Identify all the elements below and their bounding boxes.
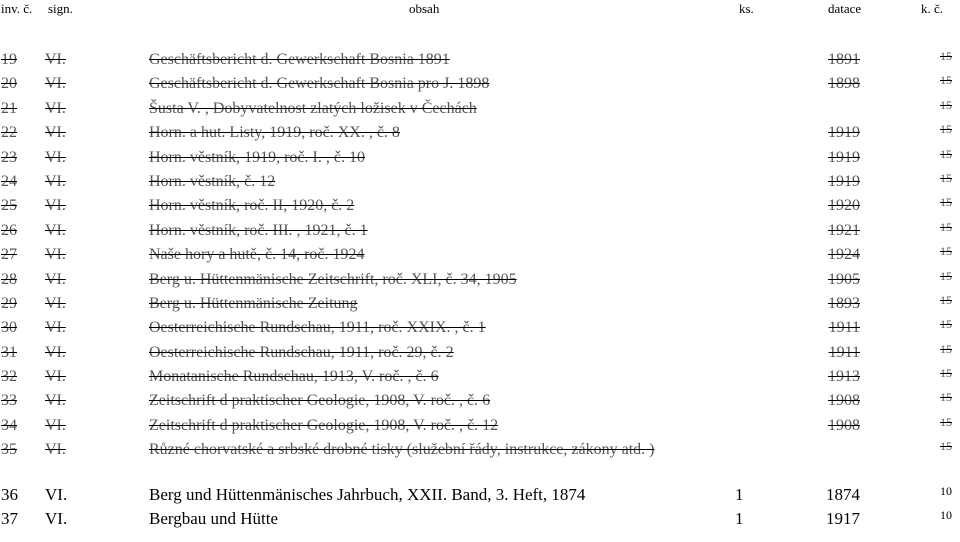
kc-cell-text: 10 <box>940 483 952 498</box>
sign-cell-text: VI. <box>45 124 66 142</box>
obsah-cell-text: Oesterreichische Rundschau, 1911, roč. 29, č. 2 <box>149 343 454 361</box>
kc-cell <box>930 96 952 114</box>
sign-cell-text: VI. <box>45 484 68 504</box>
sign-cell <box>45 368 66 386</box>
kc-cell <box>930 120 952 138</box>
sign-cell <box>45 246 66 264</box>
inv-cell <box>1 149 39 167</box>
inv-cell <box>1 271 39 289</box>
inv-cell-text: 31 <box>1 343 17 361</box>
kc-cell-text: 15 <box>940 244 952 259</box>
datace-cell <box>800 295 860 313</box>
ks-cell <box>735 510 765 528</box>
table-row <box>0 245 960 269</box>
inv-cell-text: 20 <box>1 75 17 93</box>
inv-cell-text: 28 <box>1 270 17 288</box>
table-row <box>0 416 960 440</box>
inv-cell-text: 33 <box>1 392 17 410</box>
datace-cell <box>800 510 860 528</box>
table-row <box>0 221 960 245</box>
datace-cell-text: 1908 <box>828 416 860 434</box>
kc-cell <box>930 218 952 236</box>
sign-cell <box>45 149 66 167</box>
datace-cell <box>800 75 860 93</box>
table-row <box>0 294 960 318</box>
kc-cell <box>930 291 952 309</box>
obsah-cell-text: Berg u. Hüttenmänische Zeitung <box>149 294 358 312</box>
table-row <box>0 391 960 415</box>
sign-cell <box>45 173 66 191</box>
sign-cell <box>45 124 66 142</box>
table-row <box>0 148 960 172</box>
inv-cell <box>1 441 39 459</box>
datace-cell <box>800 149 860 167</box>
obsah-cell <box>149 75 729 93</box>
obsah-cell <box>149 51 729 69</box>
inv-cell <box>1 392 39 410</box>
kc-cell <box>930 169 952 187</box>
obsah-cell-text: Zeitschrift d praktischer Geologie, 1908, V. roč. , č. 12 <box>149 416 499 434</box>
ks-cell-text: 1 <box>735 509 744 529</box>
inv-cell <box>1 75 39 93</box>
sign-cell <box>45 295 66 313</box>
kc-cell-text: 15 <box>940 97 952 112</box>
kc-cell <box>930 315 952 333</box>
obsah-cell-text: Různé chorvatské a srbské drobné tisky (služební řády, instrukce, zákony atd. ) <box>149 441 655 459</box>
sign-cell <box>45 271 66 289</box>
obsah-cell-text: Geschäftsbericht d. Gewerkschaft Bosnia 1891 <box>149 51 450 68</box>
kc-cell <box>930 413 952 431</box>
kc-cell <box>930 267 952 285</box>
obsah-cell <box>149 222 729 240</box>
table-row <box>0 99 960 123</box>
inv-cell <box>1 246 39 264</box>
kc-cell <box>930 388 952 406</box>
kc-cell-text: 15 <box>940 366 952 381</box>
sign-cell <box>45 510 67 528</box>
obsah-cell-text: Monatanische Rundschau, 1913, V. roč. , č. 6 <box>149 368 439 386</box>
kc-cell-text: 15 <box>940 317 952 332</box>
obsah-cell <box>149 124 729 142</box>
header-obsah: obsah <box>409 1 440 16</box>
inv-cell-text: 27 <box>1 246 17 264</box>
obsah-cell <box>149 295 729 313</box>
datace-cell <box>800 368 860 386</box>
obsah-cell-text: Berg u. Hüttenmänische Zeitschrift, roč. XLI, č. 34, 1905 <box>149 270 517 288</box>
obsah-cell-text: Šusta V. , Dobyvatelnost zlatých ložisek v Čechách <box>149 99 477 117</box>
obsah-cell-text: Horn. a hut. Listy, 1919, roč. XX. , č. 8 <box>149 124 400 142</box>
obsah-cell-text: Horn. věstník, 1919, roč. I. , č. 10 <box>149 148 365 166</box>
obsah-cell-text: Berg und Hüttenmänisches Jahrbuch, XXII. Band, 3. Heft, 1874 <box>149 484 586 504</box>
sign-cell-text: VI. <box>45 294 66 312</box>
sign-cell <box>45 75 66 93</box>
sign-cell <box>45 319 66 337</box>
obsah-cell <box>149 197 729 215</box>
sign-cell-text: VI. <box>45 99 66 117</box>
inventory-table <box>0 50 960 534</box>
header-kc: k. č. <box>921 1 944 16</box>
sign-cell <box>45 51 66 69</box>
kc-cell-text: 15 <box>940 195 952 210</box>
datace-cell-text: 1893 <box>828 294 860 312</box>
sign-cell-text: VI. <box>45 392 66 410</box>
datace-cell-text: 1891 <box>828 51 860 68</box>
inv-cell <box>1 173 39 191</box>
sign-cell <box>45 100 66 118</box>
datace-cell-text: 1911 <box>828 343 860 361</box>
table-row <box>0 367 960 391</box>
header-inv: inv. č. <box>1 1 33 16</box>
sign-cell-text: VI. <box>45 368 66 386</box>
header-sign: sign. <box>48 1 73 16</box>
sign-cell-text: VI. <box>45 319 66 337</box>
inv-cell-text: 23 <box>1 148 17 166</box>
datace-cell-text: 1913 <box>828 368 860 386</box>
obsah-cell-text: Naše hory a hutě, č. 14, roč. 1924 <box>149 246 365 264</box>
kc-cell <box>930 506 952 524</box>
inv-cell <box>1 344 39 362</box>
kc-cell-text: 10 <box>940 508 952 523</box>
datace-cell <box>800 319 860 337</box>
datace-cell-text: 1917 <box>826 509 860 529</box>
obsah-cell <box>149 149 729 167</box>
table-row <box>0 343 960 367</box>
inv-cell <box>1 510 39 528</box>
inv-cell-text: 21 <box>1 99 17 117</box>
sign-cell-text: VI. <box>45 172 66 190</box>
inv-cell <box>1 51 39 69</box>
table-row <box>0 440 960 485</box>
kc-cell-text: 15 <box>940 292 952 307</box>
kc-cell-text: 15 <box>940 219 952 234</box>
datace-cell-text: 1921 <box>828 221 860 239</box>
datace-cell-text: 1919 <box>828 124 860 142</box>
datace-cell <box>800 173 860 191</box>
datace-cell-text: 1898 <box>828 75 860 93</box>
kc-cell <box>930 364 952 382</box>
datace-cell <box>800 51 860 69</box>
inv-cell-text: 35 <box>1 441 17 459</box>
table-row <box>0 270 960 294</box>
kc-cell-text: 15 <box>940 414 952 429</box>
datace-cell-text: 1911 <box>828 319 860 337</box>
sign-cell-text: VI. <box>45 509 68 529</box>
sign-cell-text: VI. <box>45 221 66 239</box>
kc-cell-text: 15 <box>940 439 952 454</box>
obsah-cell-text: Oesterreichische Rundschau, 1911, roč. XXIX. , č. 1 <box>149 319 486 337</box>
obsah-cell <box>149 510 729 528</box>
kc-cell <box>930 437 952 455</box>
sign-cell <box>45 344 66 362</box>
sign-cell <box>45 197 66 215</box>
inv-cell-text: 24 <box>1 172 17 190</box>
header-ks: ks. <box>739 1 754 16</box>
kc-cell-text: 15 <box>940 122 952 137</box>
obsah-cell <box>149 441 729 459</box>
datace-cell-text: 1905 <box>828 270 860 288</box>
kc-cell <box>930 145 952 163</box>
datace-cell-text: 1919 <box>828 148 860 166</box>
sign-cell <box>45 486 67 504</box>
inv-cell <box>1 319 39 337</box>
obsah-cell <box>149 417 729 435</box>
table-row <box>0 509 960 533</box>
kc-cell-text: 15 <box>940 49 952 63</box>
sign-cell <box>45 441 66 459</box>
datace-cell <box>800 417 860 435</box>
inv-cell <box>1 222 39 240</box>
inv-cell-text: 34 <box>1 416 17 434</box>
inv-cell-text: 22 <box>1 124 17 142</box>
datace-cell <box>800 246 860 264</box>
ks-cell-text: 1 <box>735 484 744 504</box>
inv-cell <box>1 417 39 435</box>
kc-cell <box>930 47 952 65</box>
datace-cell <box>800 486 860 504</box>
inv-cell <box>1 486 39 504</box>
datace-cell <box>800 271 860 289</box>
datace-cell-text: 1920 <box>828 197 860 215</box>
obsah-cell <box>149 368 729 386</box>
table-row <box>0 318 960 342</box>
sign-cell-text: VI. <box>45 343 66 361</box>
obsah-cell-text: Horn. věstník, roč. III. , 1921, č. 1 <box>149 221 368 239</box>
datace-cell-text: 1908 <box>828 392 860 410</box>
obsah-cell <box>149 486 729 504</box>
inv-cell-text: 29 <box>1 294 17 312</box>
obsah-cell <box>149 100 729 118</box>
sign-cell-text: VI. <box>45 75 66 93</box>
table-row <box>0 74 960 98</box>
datace-cell-text: 1924 <box>828 246 860 264</box>
sign-cell-text: VI. <box>45 441 66 459</box>
table-header <box>0 0 960 20</box>
kc-cell-text: 15 <box>940 341 952 356</box>
kc-cell-text: 15 <box>940 390 952 405</box>
sign-cell-text: VI. <box>45 270 66 288</box>
kc-cell-text: 15 <box>940 73 952 88</box>
obsah-cell <box>149 246 729 264</box>
obsah-cell <box>149 392 729 410</box>
kc-cell-text: 15 <box>940 268 952 283</box>
inv-cell-text: 37 <box>1 509 18 529</box>
sign-cell <box>45 392 66 410</box>
inv-cell-text: 25 <box>1 197 17 215</box>
sign-cell-text: VI. <box>45 416 66 434</box>
sign-cell <box>45 417 66 435</box>
inv-cell-text: 19 <box>1 51 17 68</box>
inv-cell-text: 36 <box>1 484 18 504</box>
sign-cell-text: VI. <box>45 148 66 166</box>
kc-cell <box>930 482 952 500</box>
table-row <box>0 196 960 220</box>
obsah-cell-text: Horn. věstník, č. 12 <box>149 172 276 190</box>
kc-cell <box>930 340 952 358</box>
kc-cell <box>930 242 952 260</box>
datace-cell <box>800 222 860 240</box>
inv-cell-text: 30 <box>1 319 17 337</box>
sign-cell <box>45 222 66 240</box>
kc-cell <box>930 71 952 89</box>
datace-cell <box>800 124 860 142</box>
sign-cell-text: VI. <box>45 51 66 68</box>
table-row <box>0 485 960 509</box>
datace-cell <box>800 197 860 215</box>
datace-cell <box>800 344 860 362</box>
header-datace: datace <box>828 1 862 16</box>
inv-cell <box>1 295 39 313</box>
obsah-cell <box>149 319 729 337</box>
datace-cell-text: 1919 <box>828 172 860 190</box>
ks-cell <box>735 486 765 504</box>
kc-cell-text: 15 <box>940 146 952 161</box>
inv-cell <box>1 368 39 386</box>
obsah-cell-text: Bergbau und Hütte <box>149 509 279 529</box>
sign-cell-text: VI. <box>45 246 66 264</box>
kc-cell-text: 15 <box>940 170 952 185</box>
obsah-cell-text: Geschäftsbericht d. Gewerkschaft Bosnia pro J. 1898 <box>149 75 490 93</box>
obsah-cell-text: Horn. věstník, roč. II, 1920, č. 2 <box>149 197 355 215</box>
inv-cell <box>1 124 39 142</box>
inv-cell <box>1 197 39 215</box>
obsah-cell <box>149 173 729 191</box>
table-row <box>0 172 960 196</box>
kc-cell <box>930 193 952 211</box>
inv-cell-text: 32 <box>1 368 17 386</box>
datace-cell <box>800 392 860 410</box>
obsah-cell <box>149 271 729 289</box>
table-row <box>0 123 960 147</box>
table-row <box>0 50 960 74</box>
obsah-cell-text: Zeitschrift d praktischer Geologie, 1908, V. roč. , č. 6 <box>149 392 491 410</box>
sign-cell-text: VI. <box>45 197 66 215</box>
datace-cell-text: 1874 <box>826 484 860 504</box>
obsah-cell <box>149 344 729 362</box>
inv-cell <box>1 100 39 118</box>
inv-cell-text: 26 <box>1 221 17 239</box>
